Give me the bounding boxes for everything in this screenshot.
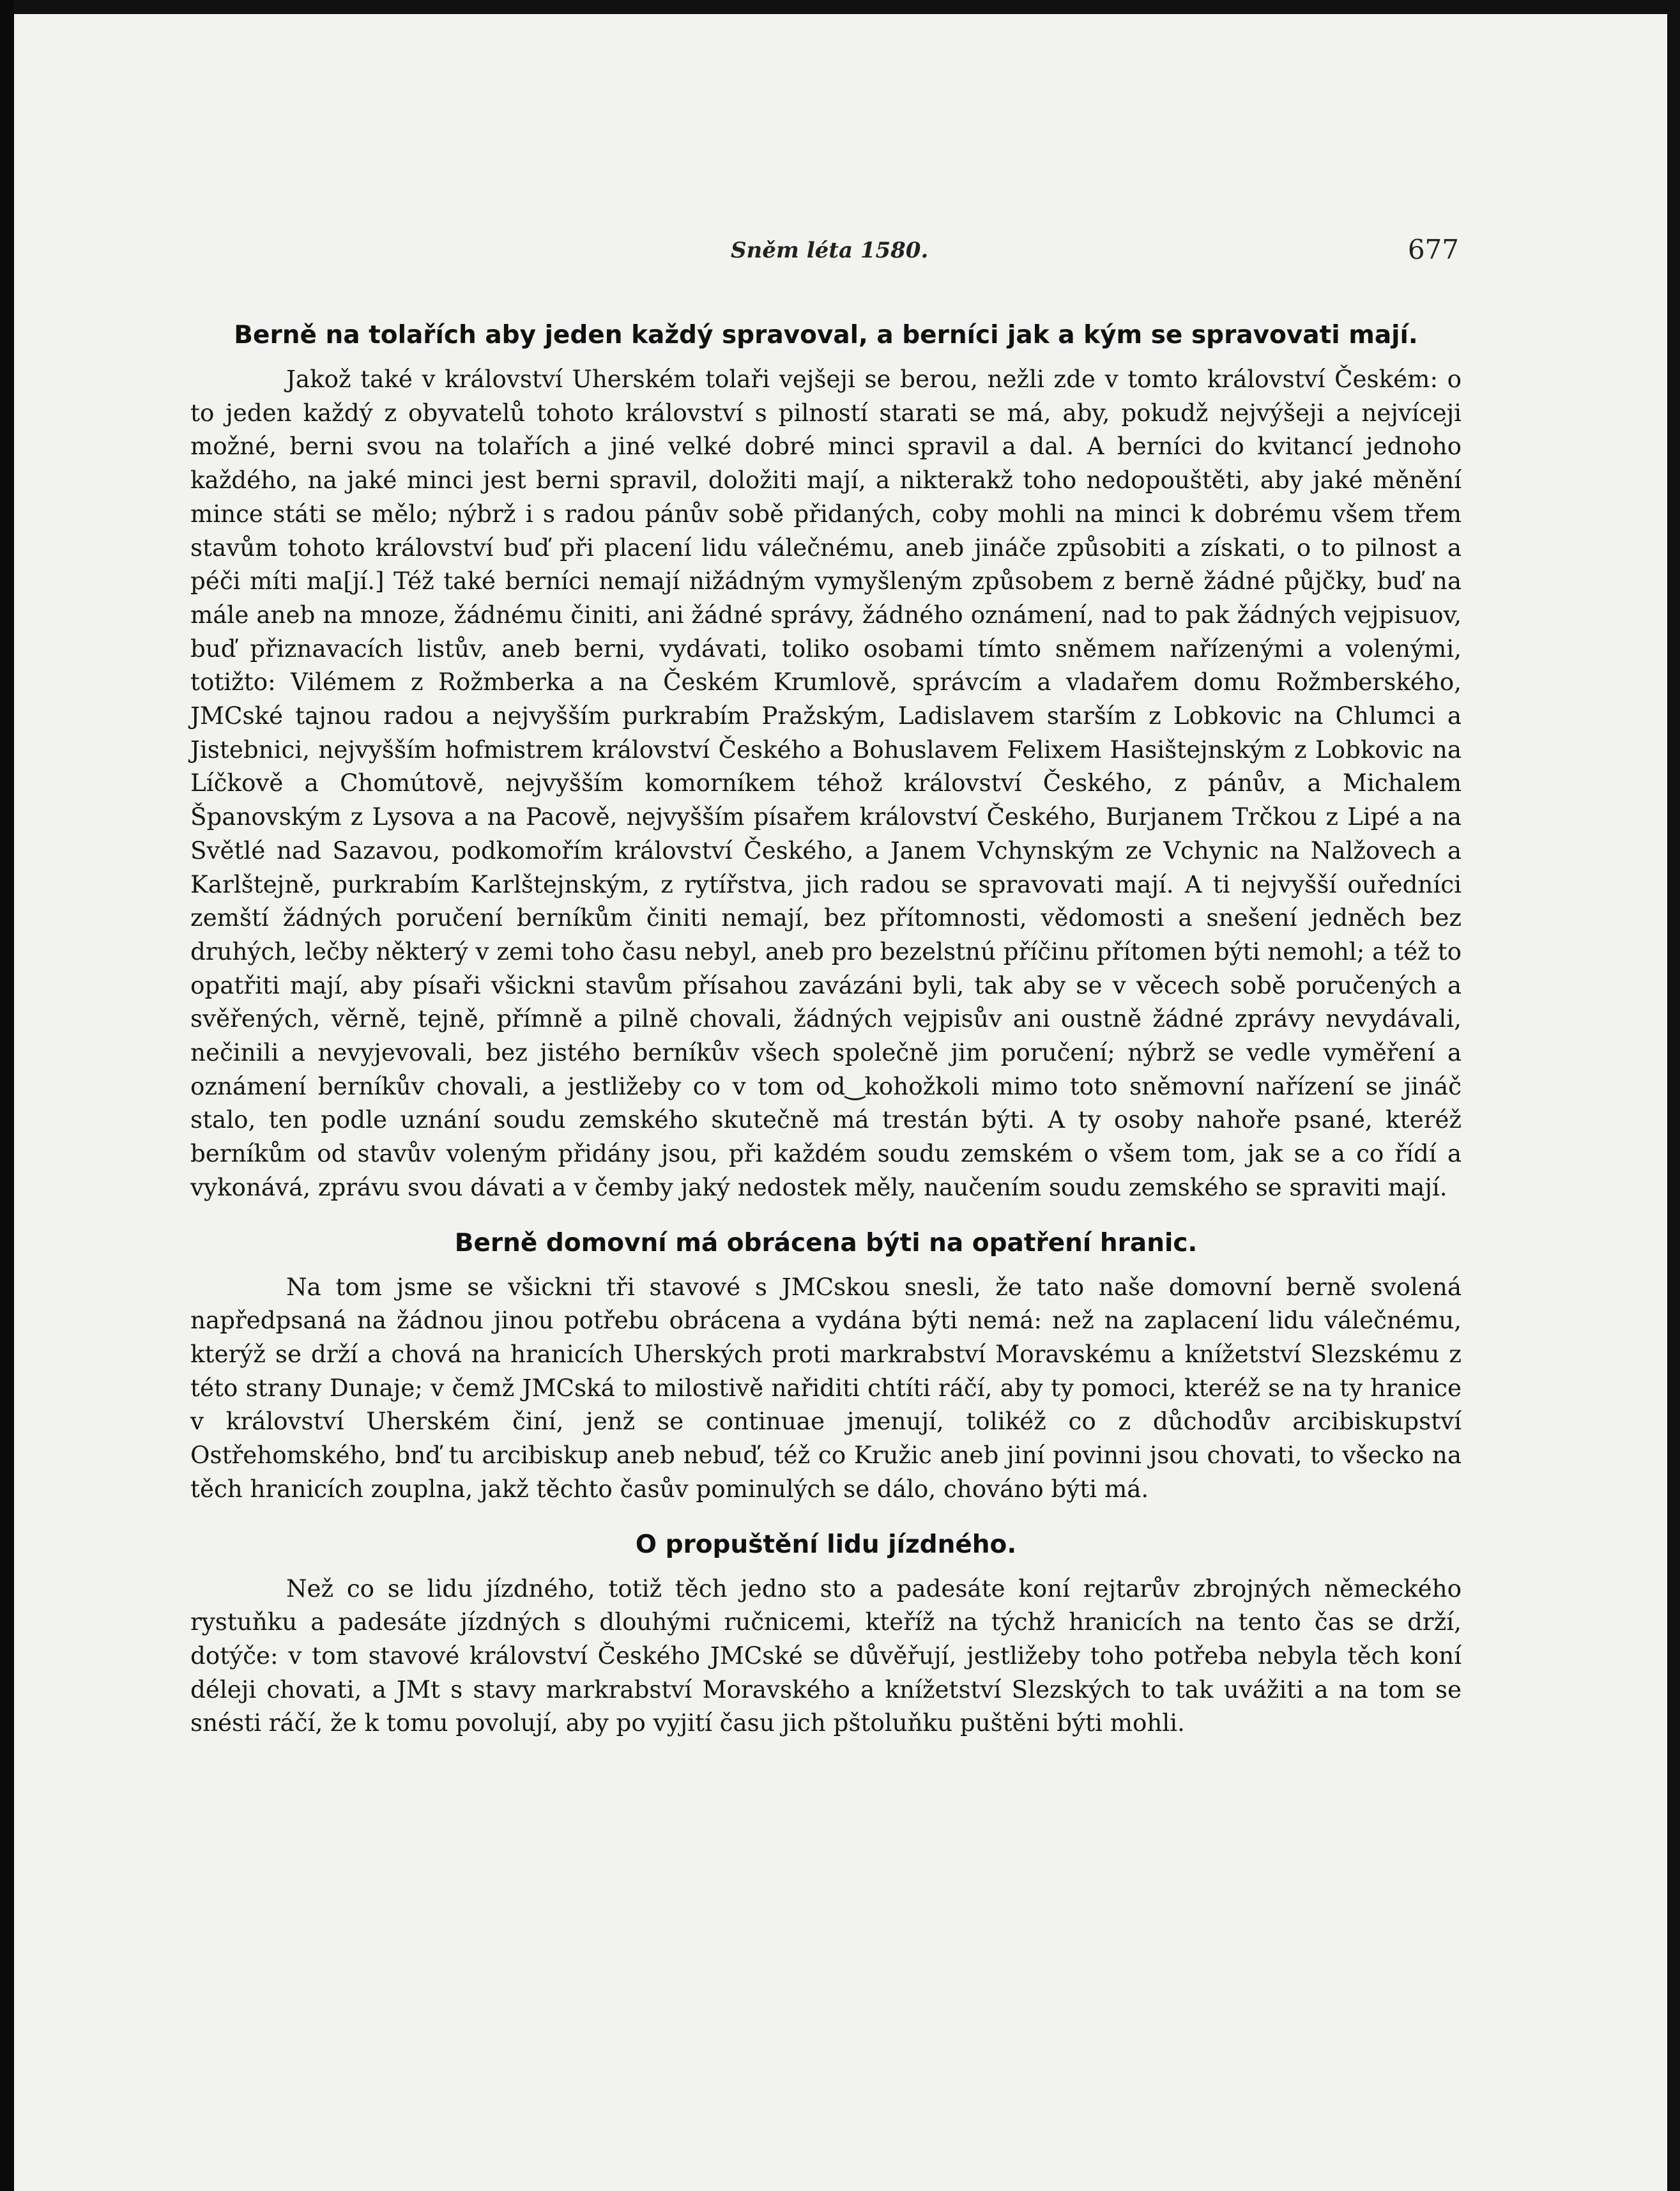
section-berne-domovni bbox=[190, 1229, 1462, 1506]
scanned-page bbox=[14, 14, 1667, 2191]
section-heading: Berně domovní má obrácena býti na opatření hranic. bbox=[454, 1228, 1198, 1257]
section-paragraph: Než co se lidu jízdného, totiž těch jedno sto a padesáte koní rejtarův zbrojných německého rystuňku a padesáte jízdných s dlouhými ručnicemi, kteříž na týchž hranicích na tento čas se drží, dotýče: v tom stavové království Českého JMCské se důvěřují, jestližeby toho potřeba nebyla těch koní déleji chovati, a JMt s stavy markrabství Moravského a knížetství Slezských to tak uvážiti a na tom se snésti ráčí, že k tomu povolují, aby po vyjití času jich pštoluňku puštěni býti mohli. bbox=[190, 1574, 1462, 1737]
page-number: 677 bbox=[1407, 234, 1459, 265]
section-paragraph: Na tom jsme se všickni tři stavové s JMCskou snesli, že tato naše domovní berně svolená napředpsaná na žádnou jinou potřebu obrácena a vydána býti nemá: než na zaplacení lidu válečnému, kterýž se drží a chová na hranicích Uherských proti markrabství Moravskému a knížetství Slezskému z této strany Dunaje; v čemž JMCská to milostivě nařiditi chtíti ráčí, aby ty pomoci, kteréž se na ty hranice v království Uherském činí, jenž se continuae jmenují, tolikéž co z důchodův arcibiskupství Ostřehomského, bnď tu arcibiskup aneb nebuď, též co Kružic aneb jiní povinni jsou chovati, to všecko na těch hranicích zouplna, jakž těchto časův pominulých se dálo, chováno býti má. bbox=[190, 1272, 1462, 1503]
running-head: Sněm léta 1580. bbox=[731, 238, 929, 263]
section-paragraph: Jakož také v království Uherském tolaři vejšeji se berou, nežli zde v tomto království Českém: o to jeden každý z obyvatelů tohoto království s pilností starati se má, aby, pokudž nejvýšeji a nejvíceji možné, berni svou na tolařích a jiné velké dobré minci spravil a dal. A berníci do kvitancí jednoho každého, na jaké minci jest berni spravil, doložiti mají, a nikterakž toho nedopouštěti, aby jaké měnění mince státi se mělo; nýbrž i s radou pánův sobě přidaných, coby mohli na minci k dobrému všem třem stavům tohoto království buď při placení lidu válečnému, aneb jináče způsobiti a získati, o to pilnost a péči míti ma[jí.] Též také berníci nemají nižádným vymyšleným způsobem z berně žádné půjčky, buď na mále aneb na mnoze, žádnému činiti, ani žádné správy, žádného oznámení, nad to pak žádných vejpisuov, buď přiznavacích listův, aneb berni, vydávati, toliko osobami tímto sněmem nařízenými a volenými, totižto: Vilémem z Rožmberka a na Českém Krumlově, správcím a vladařem domu Rožmberského, JMCské tajnou radou a nejvyšším purkrabím Pražským, Ladislavem starším z Lobkovic na Chlumci a Jistebnici, nejvyšším hofmistrem království Českého a Bohuslavem Felixem Hasištejnským z Lobkovic na Líčkově a Chomútově, nejvyšším komorníkem téhož království Českého, z pánův, a Michalem Španovským z Lysova a na Pacově, nejvyšším písařem království Českého, Burjanem Trčkou z Lipé a na Světlé nad Sazavou, podkomořím království Českého, a Janem Vchynským ze Vchynic na Nalžovech a Karlštejně, purkrabím Karlštejnským, z rytířstva, jich radou se spravovati mají. A ti nejvyšší ouředníci zemští žádných poručení berníkům činiti nemají, bez přítomnosti, vědomosti a snešení jedněch bez druhých, lečby některý v zemi toho času nebyl, aneb pro bezelstnú příčinu přítomen býti nemohl; a též to opatřiti mají, aby písaři všickni stavům přísahou zavázáni byli, tak aby se v věcech sobě poručených a svěřených, věrně, tejně, přímně a pilně chovali, žádných vejpisův ani oustně žádné zprávy nevydávali, nečinili a nevyjevovali, bez jistého berníkův všech společně jim poručení; nýbrž se vedle vyměření a oznámení berníkův chovali, a jestližeby co v tom od‿kohožkoli mimo toto sněmovní nařízení se jináč stalo, ten podle uznání soudu zemského skutečně má trestán býti. A ty osoby nahoře psané, kteréž berníkům od stavův voleným přidány jsou, při každém soudu zemském o všem tom, jak se a co řídí a vykonává, zprávu svou dávati a v čemby jaký nedostek měly, naučením soudu zemského se spraviti mají. bbox=[190, 365, 1462, 1201]
section-heading: O propuštění lidu jízdného. bbox=[635, 1530, 1017, 1559]
section-berne-na-tolarich bbox=[190, 321, 1462, 1204]
scan-left-border bbox=[0, 0, 14, 2191]
page-header bbox=[14, 234, 1667, 276]
section-propusteni-lidu bbox=[190, 1530, 1462, 1741]
page-body bbox=[190, 321, 1462, 1740]
section-heading: Berně na tolařích aby jeden každý spravoval, a berníci jak a kým se spravovati mají. bbox=[234, 321, 1418, 350]
